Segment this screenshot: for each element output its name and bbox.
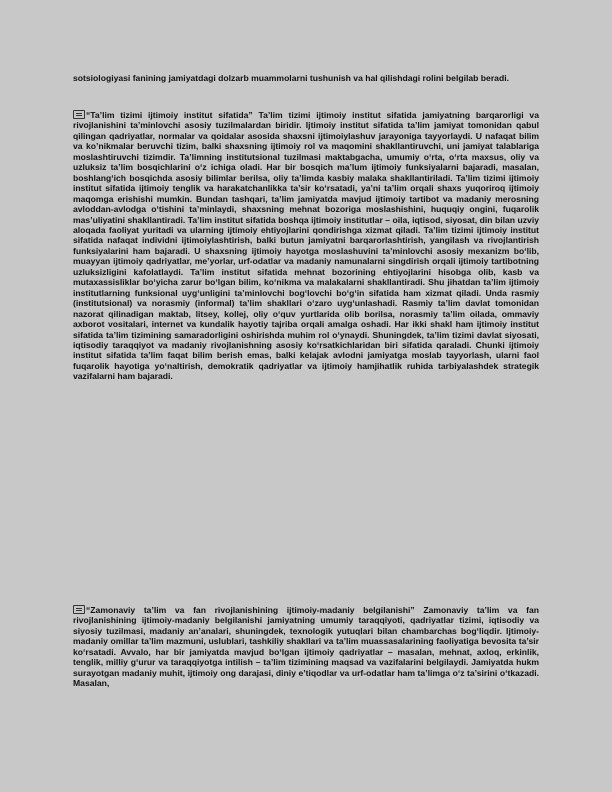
paragraph-modern-education	[73, 605, 539, 689]
paragraph-intro-tail	[73, 73, 539, 83]
comment-box-icon[interactable]	[73, 605, 85, 614]
paragraph-modern-education-text: “Zamonaviy ta’lim va fan rivojlanishining ijtimoiy-madaniy belgilanishi” Zamonaviy ta’lim va fan rivojlanishining ijtimoiy-madaniy belgilanishi jamiyatning umumiy taraqqiyoti, qadriyatlar tizimi, iqtisodiy va siyosiy tuzilmasi, madaniy an’analari, shuningdek, texnologik yutuqlari bilan chambarchas bog‘liqdir. Ijtimoiy-madaniy omillar ta’lim mazmuni, uslublari, tashkiliy shakllari va ta’lim muassasalarining faoliyatiga bevosita ta’sir ko‘rsatadi. Avvalo, har bir jamiyatda mavjud bo‘lgan ijtimoiy qadriyatlar – masalan, mehnat, axloq, erkinlik, tenglik, milliy g‘urur va taraqqiyotga intilish – ta’lim tizimining maqsad va vazifalarini belgilaydi. Jamiyatda hukm surayotgan madaniy muhit, ijtimoiy ong darajasi, diniy e’tiqodlar va urf-odatlar ham ta’limga o‘z ta’sirini o‘tkazadi. Masalan,	[73, 605, 539, 689]
comment-box-icon[interactable]	[73, 110, 85, 119]
paragraph-education-institution	[73, 110, 539, 382]
paragraph-intro-tail-text: sotsiologiyasi fanining jamiyatdagi dolzarb muammolarni tushunish va hal qilishdagi rolini belgilab beradi.	[73, 73, 509, 83]
paragraph-education-institution-text: “Ta’lim tizimi ijtimoiy institut sifatida” Ta’lim tizimi ijtimoiy institut sifatida jamiyatning barqarorligi va rivojlanishini ta’minlovchi asosiy tuzilmalardan biridir. Ijtimoiy institut sifatida ta’lim jamiyat tomonidan qabul qilingan qadriyatlar, normalar va qoidalar asosida shaxsni ijtimoiylashuv jarayoniga tayyorlaydi. U nafaqat bilim va ko’nikmalar beruvchi tizim, balki shaxsning ijtimoiy rol va maqomini shakllantiruvchi, uni jamiyat talablariga moslashtiruvchi tizimdir. Ta’limning institutsional tuzilmasi maktabgacha, umumiy o‘rta, o‘rta maxsus, oliy va uzluksiz ta’lim bosqichlarini o‘z ichiga oladi. Har bir bosqich ma’lum ijtimoiy funksiyalarni bajaradi, masalan, boshlang‘ich bosqichda asosiy bilimlar berilsa, oliy ta’limda kasbiy malaka shakllantiriladi. Ta’lim tizimi ijtimoiy institut sifatida ijtimoiy tenglik va harakatchanlikka ta’sir ko‘rsatadi, ya’ni ta’lim orqali shaxs yuqoriroq ijtimoiy maqomga erishishi mumkin. Bundan tashqari, ta’lim jamiyatda mavjud ijtimoiy tartibot va madaniy merosning avloddan-avlodga o‘tishini ta’minlaydi, shaxsning mehnat bozoriga moslashishini, huquqiy ongini, fuqarolik mas’uliyatini shakllantiradi. Ta’lim institut sifatida boshqa ijtimoiy institutlar – oila, iqtisod, siyosat, din bilan uzviy aloqada faoliyat yuritadi va ularning ijtimoiy ehtiyojlarini qondirishga xizmat qiladi. Ta’lim tizimi ijtimoiy institut sifatida nafaqat individni ijtimoiylashtirish, balki butun jamiyatni barqarorlashtirish, yangilash va rivojlantirish funksiyalarini ham bajaradi. U shaxsning ijtimoiy hayotga moslashuvini ta’minlovchi asosiy mexanizm bo‘lib, muayyan ijtimoiy qadriyatlar, me’yorlar, urf-odatlar va madaniy namunalarni singdirish orqali ijtimoiy tartibotning uzluksizligini kafolatlaydi. Ta’lim institut sifatida mehnat bozorining ehtiyojlarini hisobga olib, kasb va mutaxassisliklar bo‘yicha zarur bo‘lgan bilim, ko‘nikma va malakalarni shakllantiradi. Shu jihatdan ta’lim ijtimoiy institutlarning funksional uyg‘unligini ta’minlovchi bog‘lovchi bo‘g‘in sifatida ham xizmat qiladi. Unda rasmiy (institutsional) va norasmiy (informal) ta’lim shakllari o‘zaro uyg‘unlashadi. Rasmiy ta’lim davlat tomonidan nazorat qilinadigan maktab, litsey, kollej, oliy o‘quv yurtlarida olib borilsa, norasmiy ta’lim oilada, ommaviy axborot vositalari, internet va kundalik hayotiy tajriba orqali amalga oshadi. Har ikki shakl ham ijtimoiy institut sifatida ta’lim tizimining samaradorligini oshirishda muhim rol o‘ynaydi. Shuningdek, ta’lim tizimi davlat siyosati, iqtisodiy taraqqiyot va madaniy rivojlanishning asosiy ko‘rsatkichlaridan biri sifatida qaraladi. Chunki ijtimoiy institut sifatida ta’lim faqat bilim berish emas, balki kelajak avlodni jamiyatga moslab tayyorlash, ularni faol fuqarolik hayotiga yo‘naltirish, demokratik qadriyatlar va ijtimoiy hamjihatlik ruhida tarbiyalashdek strategik vazifalarni ham bajaradi.	[73, 110, 539, 382]
